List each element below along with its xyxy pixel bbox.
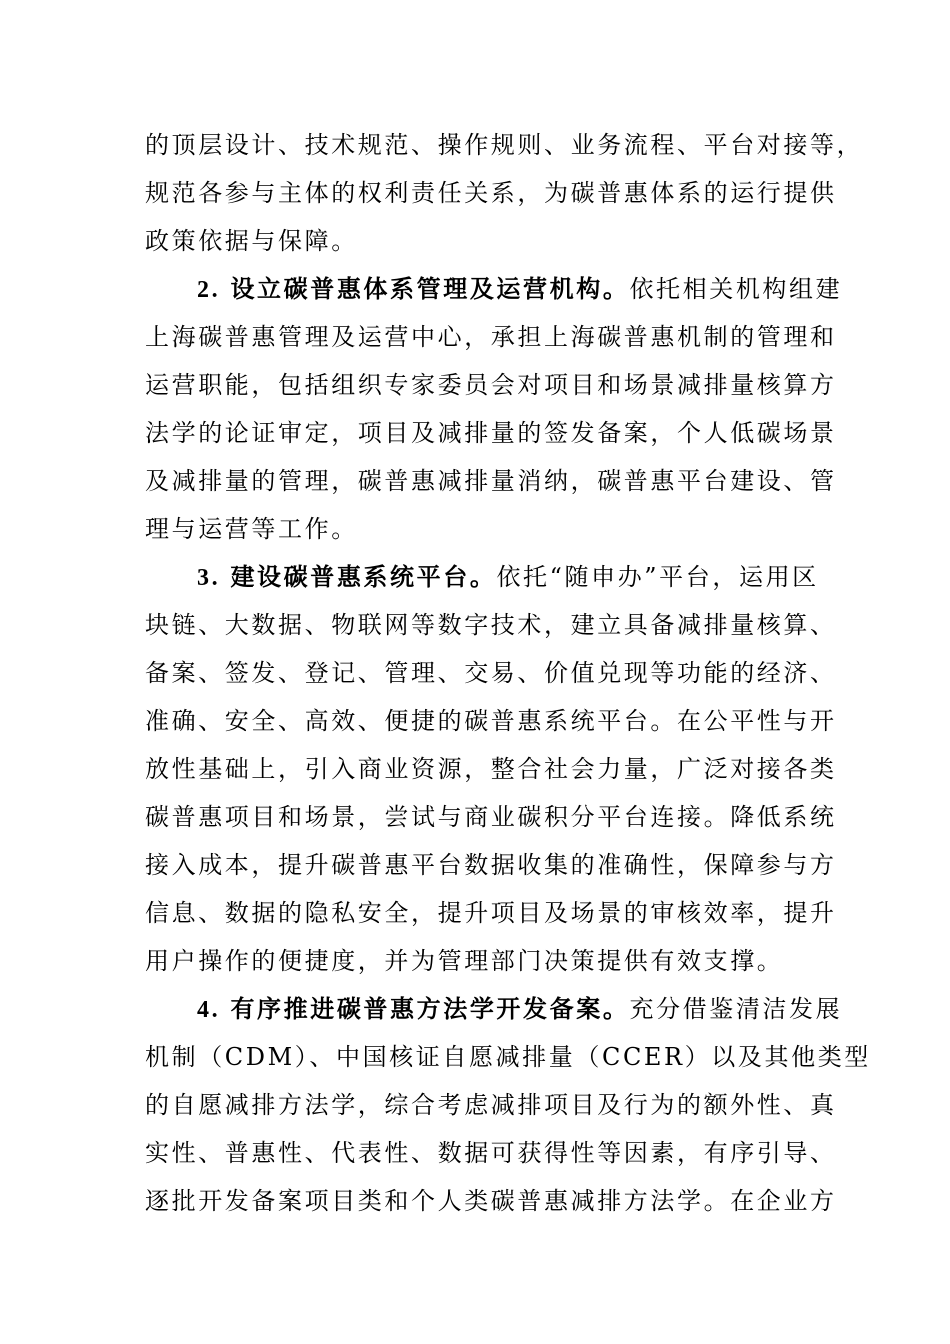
body-line: 及减排量的管理，碳普惠减排量消纳，碳普惠平台建设、管 [145,467,837,495]
body-line: 信息、数据的隐私安全，提升项目及场景的审核效率，提升 [145,899,837,927]
item-number: 3. [197,565,221,591]
item-number: 4. [197,997,221,1023]
item-text: 依托相关机构组建 [629,275,843,303]
section-item-2 [145,265,843,313]
body-line: 法学的论证审定，项目及减排量的签发备案，个人低碳场景 [145,419,837,447]
item-text: 充分借鉴清洁发展 [629,995,843,1023]
body-line: 放性基础上，引入商业资源，整合社会力量，广泛对接各类 [145,755,837,783]
item-number: 2. [197,277,221,303]
body-line: 块链、大数据、物联网等数字技术，建立具备减排量核算、 [145,611,837,639]
body-line: 准确、安全、高效、便捷的碳普惠系统平台。在公平性与开 [145,707,837,735]
item-heading: 建设碳普惠系统平台。 [230,562,497,591]
body-line: 机制（CDM）、中国核证自愿减排量（CCER）以及其他类型 [145,1043,871,1071]
body-line: 碳普惠项目和场景，尝试与商业碳积分平台连接。降低系统 [145,803,837,831]
section-item-3 [145,553,819,601]
body-line: 规范各参与主体的权利责任关系，为碳普惠体系的运行提供 [145,179,837,207]
item-text: 依托“随申办”平台，运用区 [496,563,819,591]
body-line: 的自愿减排方法学，综合考虑减排项目及行为的额外性、真 [145,1091,837,1119]
section-item-4 [145,985,843,1033]
body-line: 理与运营等工作。 [145,515,358,543]
body-line: 逐批开发备案项目类和个人类碳普惠减排方法学。在企业方 [145,1187,837,1215]
item-heading: 设立碳普惠体系管理及运营机构。 [230,274,630,303]
body-line: 实性、普惠性、代表性、数据可获得性等因素，有序引导、 [145,1139,837,1167]
body-line: 接入成本，提升碳普惠平台数据收集的准确性，保障参与方 [145,851,837,879]
body-line: 备案、签发、登记、管理、交易、价值兑现等功能的经济、 [145,659,837,687]
body-line: 的顶层设计、技术规范、操作规则、业务流程、平台对接等， [145,131,864,159]
body-line: 运营职能，包括组织专家委员会对项目和场景减排量核算方 [145,371,837,399]
body-line: 上海碳普惠管理及运营中心，承担上海碳普惠机制的管理和 [145,323,837,351]
body-line: 政策依据与保障。 [145,227,358,255]
item-heading: 有序推进碳普惠方法学开发备案。 [230,994,630,1023]
body-line: 用户操作的便捷度，并为管理部门决策提供有效支撑。 [145,947,784,975]
document-body [145,121,871,1225]
